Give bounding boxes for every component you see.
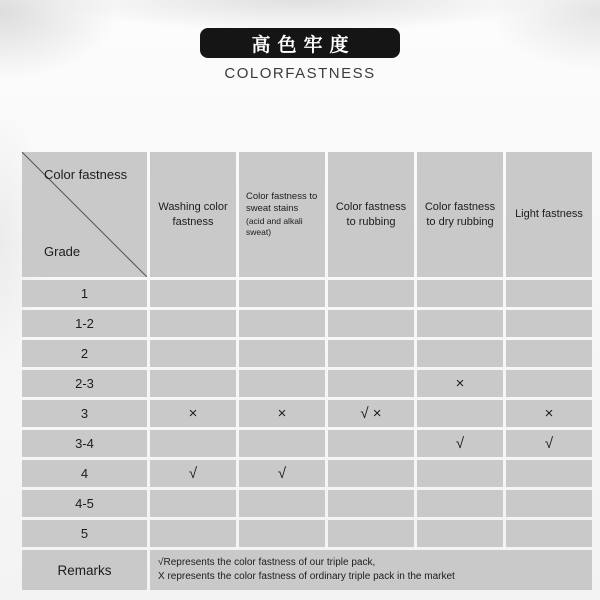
column-header-label: Washing color fastness — [158, 200, 228, 228]
mark-cell — [150, 370, 236, 397]
mark-cell: √ — [417, 430, 503, 457]
column-header-washing — [150, 152, 236, 277]
remarks-line2: X represents the color fastness of ordinary triple pack in the market — [158, 571, 455, 582]
table-corner-cell — [22, 152, 147, 277]
mark-cell: √ × — [328, 400, 414, 427]
mark-cell — [417, 520, 503, 547]
mark-cell — [239, 340, 325, 367]
mark-cell — [150, 520, 236, 547]
mark-cell — [328, 490, 414, 517]
mark-cell — [328, 370, 414, 397]
mark-cell — [506, 520, 592, 547]
mark-cell — [506, 490, 592, 517]
mark-cell: √ — [239, 460, 325, 487]
mark-cell — [239, 490, 325, 517]
grade-cell: 4-5 — [22, 490, 147, 517]
mark-cell — [506, 370, 592, 397]
colorfastness-table — [22, 152, 592, 590]
column-header-sweat — [239, 152, 325, 277]
grade-cell: 3 — [22, 400, 147, 427]
mark-cell — [506, 340, 592, 367]
mark-cell: √ — [150, 460, 236, 487]
mark-cell — [239, 520, 325, 547]
page-title-en: COLORFASTNESS — [224, 65, 376, 82]
remarks-line1: √Represents the color fastness of our triple pack, — [158, 556, 376, 568]
mark-cell — [328, 520, 414, 547]
grade-cell: 2 — [22, 340, 147, 367]
grade-cell: 2-3 — [22, 370, 147, 397]
corner-label-color-fastness: Color fastness — [44, 167, 128, 182]
column-header-label: Color fastness to rubbing — [335, 200, 407, 228]
column-header-sublabel: (acid and alkali sweat) — [246, 215, 303, 237]
mark-cell — [150, 310, 236, 337]
mark-cell: × — [239, 400, 325, 427]
mark-cell — [417, 400, 503, 427]
grade-cell: 3-4 — [22, 430, 147, 457]
mark-cell — [328, 340, 414, 367]
mark-cell — [150, 490, 236, 517]
column-header-rubbing — [328, 152, 414, 277]
mark-cell — [239, 430, 325, 457]
grade-cell: 1-2 — [22, 310, 147, 337]
column-header-dry-rubbing — [417, 152, 503, 277]
column-header-label: Light fastness — [515, 208, 583, 221]
grade-cell: 4 — [22, 460, 147, 487]
corner-label-grade: Grade — [44, 244, 81, 259]
mark-cell — [150, 430, 236, 457]
grade-cell: 1 — [22, 280, 147, 307]
mark-cell — [328, 430, 414, 457]
column-header-label: Color fastness to dry rubbing — [424, 200, 496, 228]
mark-cell — [417, 340, 503, 367]
mark-cell — [506, 280, 592, 307]
mark-cell — [328, 460, 414, 487]
page-title-zh: 高色牢度 — [251, 34, 356, 56]
mark-cell — [506, 310, 592, 337]
mark-cell — [417, 460, 503, 487]
title-banner — [200, 28, 400, 58]
mark-cell — [417, 490, 503, 517]
mark-cell — [239, 310, 325, 337]
mark-cell — [417, 280, 503, 307]
mark-cell: √ — [506, 430, 592, 457]
mark-cell: × — [417, 370, 503, 397]
mark-cell — [328, 310, 414, 337]
mark-cell — [239, 280, 325, 307]
column-header-label: Color fastness to sweat stains — [246, 191, 318, 215]
remarks-text — [150, 550, 592, 590]
mark-cell: × — [506, 400, 592, 427]
mark-cell — [328, 280, 414, 307]
mark-cell — [150, 280, 236, 307]
grade-cell: 5 — [22, 520, 147, 547]
mark-cell: × — [150, 400, 236, 427]
mark-cell — [506, 460, 592, 487]
remarks-label: Remarks — [22, 550, 147, 590]
mark-cell — [417, 310, 503, 337]
mark-cell — [150, 340, 236, 367]
column-header-light — [506, 152, 592, 277]
mark-cell — [239, 370, 325, 397]
